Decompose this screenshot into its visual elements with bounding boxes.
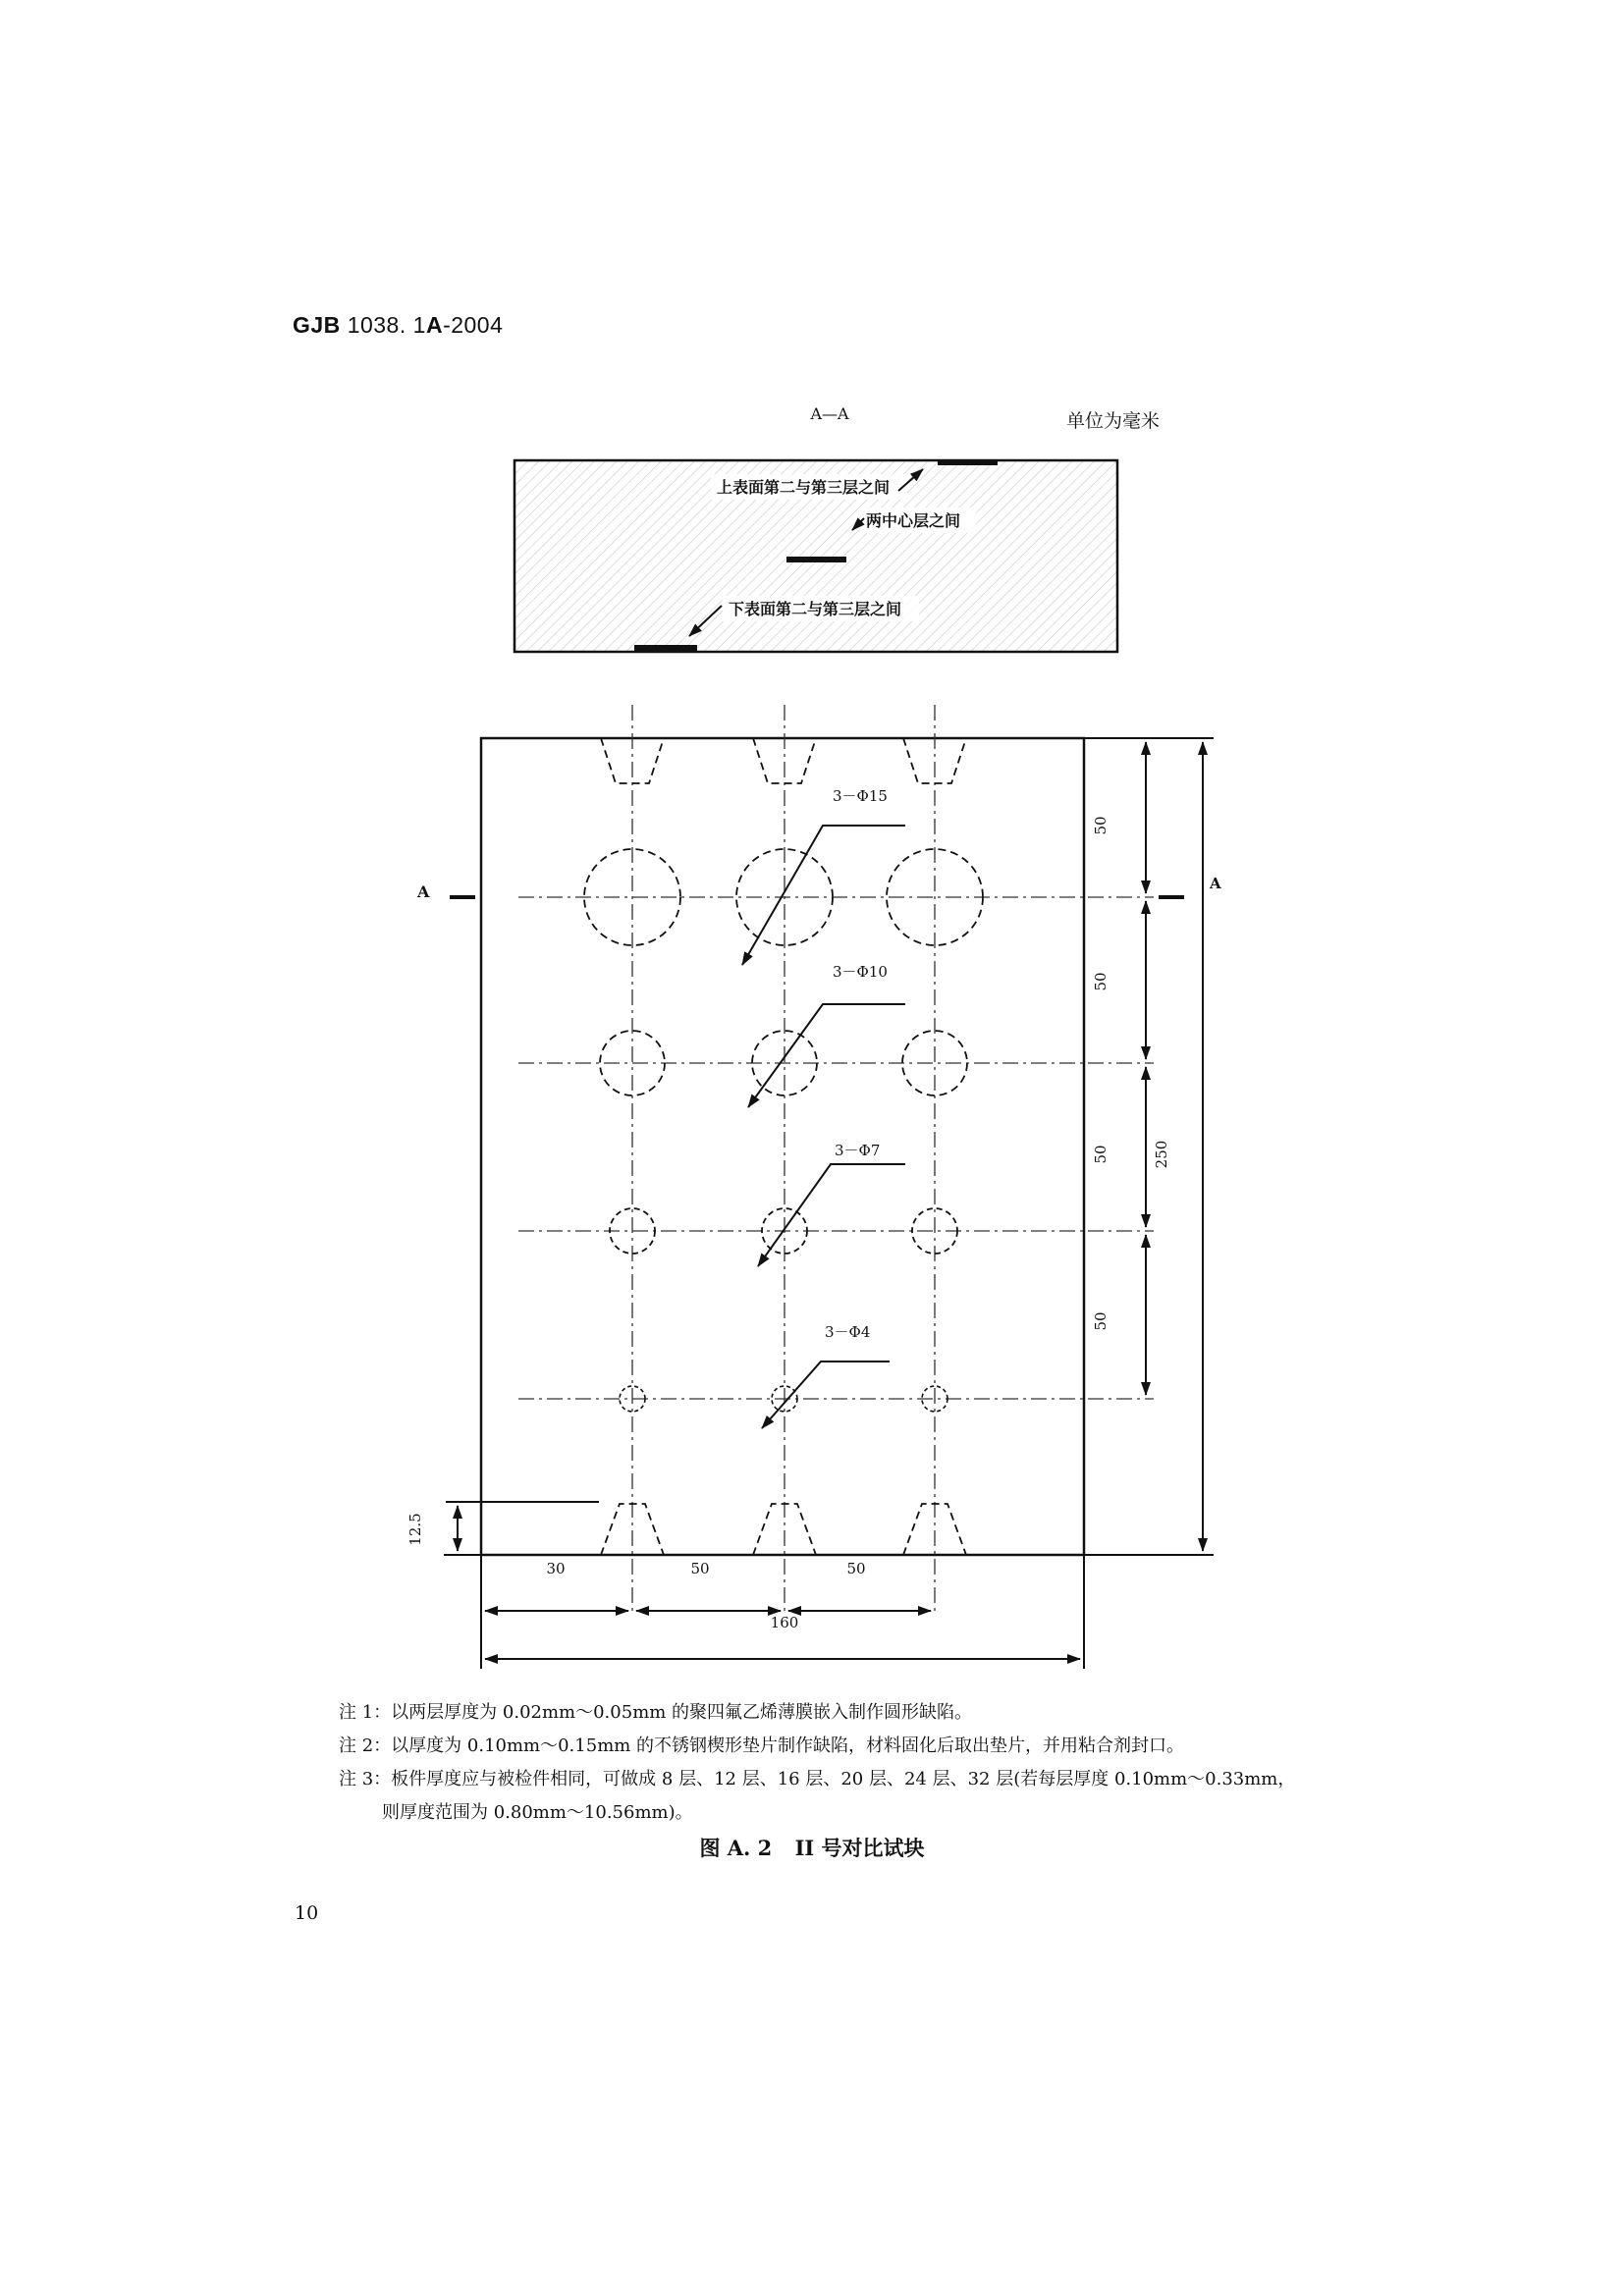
- figure-caption: [0, 1833, 1624, 1862]
- note-3-continuation: 则厚度范围为 0.80mm～10.56mm)。: [382, 1802, 693, 1823]
- figure-number: 图 A. 2: [699, 1836, 773, 1860]
- dim-vertical-2: 50: [1092, 972, 1110, 991]
- units-note: 单位为毫米: [1066, 410, 1161, 432]
- dim-horizontal-2: 50: [690, 1560, 710, 1577]
- plate-outline: [481, 738, 1084, 1555]
- bottom-offset-dimension: [444, 1502, 599, 1555]
- note-3: 注 3：板件厚度应与被检件相同，可做成 8 层、12 层、16 层、20 层、24 层、32 层(若每层厚度 0.10mm～0.33mm，: [339, 1769, 1296, 1789]
- layer-label-center: 两中心层之间: [866, 511, 961, 530]
- figure-title: II 号对比试块: [794, 1836, 925, 1860]
- layer-label-upper: 上表面第二与第三层之间: [717, 478, 891, 497]
- hole-leaders: [742, 826, 905, 1428]
- dim-vertical-3: 50: [1092, 1145, 1110, 1164]
- wedge-pads-bottom: [601, 1504, 966, 1555]
- dim-horizontal-3: 50: [846, 1560, 866, 1577]
- figure-notes: [339, 1696, 1295, 1830]
- hole-label-phi15: 3－Φ15: [833, 787, 888, 805]
- standard-prefix: GJB: [293, 312, 341, 338]
- layer-label-lower: 下表面第二与第三层之间: [729, 600, 902, 618]
- standard-year: -2004: [443, 312, 504, 338]
- side-label-a: A: [1210, 875, 1221, 892]
- section-marker-left: A: [417, 882, 430, 901]
- section-title: A—A: [810, 404, 849, 423]
- wedge-pads-top: [601, 738, 966, 783]
- note-2: 注 2：以厚度为 0.10mm～0.15mm 的不锈钢楔形垫片制作缺陷，材料固化后取出垫片，并用粘合剂封口。: [339, 1735, 1185, 1756]
- hole-label-phi4: 3－Φ4: [825, 1323, 871, 1341]
- dim-vertical-4: 50: [1092, 1311, 1110, 1331]
- page-number: 10: [295, 1902, 319, 1924]
- horizontal-dimension-arrows: [481, 1555, 1084, 1669]
- standard-number: 1038. 1: [347, 312, 426, 338]
- hole-label-phi7: 3－Φ7: [835, 1142, 881, 1159]
- dim-total-width: 160: [770, 1614, 799, 1631]
- dim-vertical-1: 50: [1092, 816, 1110, 835]
- standard-suffix: A: [425, 312, 444, 338]
- vertical-centerlines: [632, 705, 935, 1615]
- hole-label-phi10: 3－Φ10: [833, 963, 888, 981]
- dim-bottom-offset: 12.5: [406, 1513, 424, 1546]
- dim-horizontal-1: 30: [546, 1560, 566, 1577]
- dim-total-height: 250: [1153, 1140, 1170, 1169]
- note-1: 注 1：以两层厚度为 0.02mm～0.05mm 的聚四氟乙烯薄膜嵌入制作圆形缺陷。: [339, 1702, 973, 1723]
